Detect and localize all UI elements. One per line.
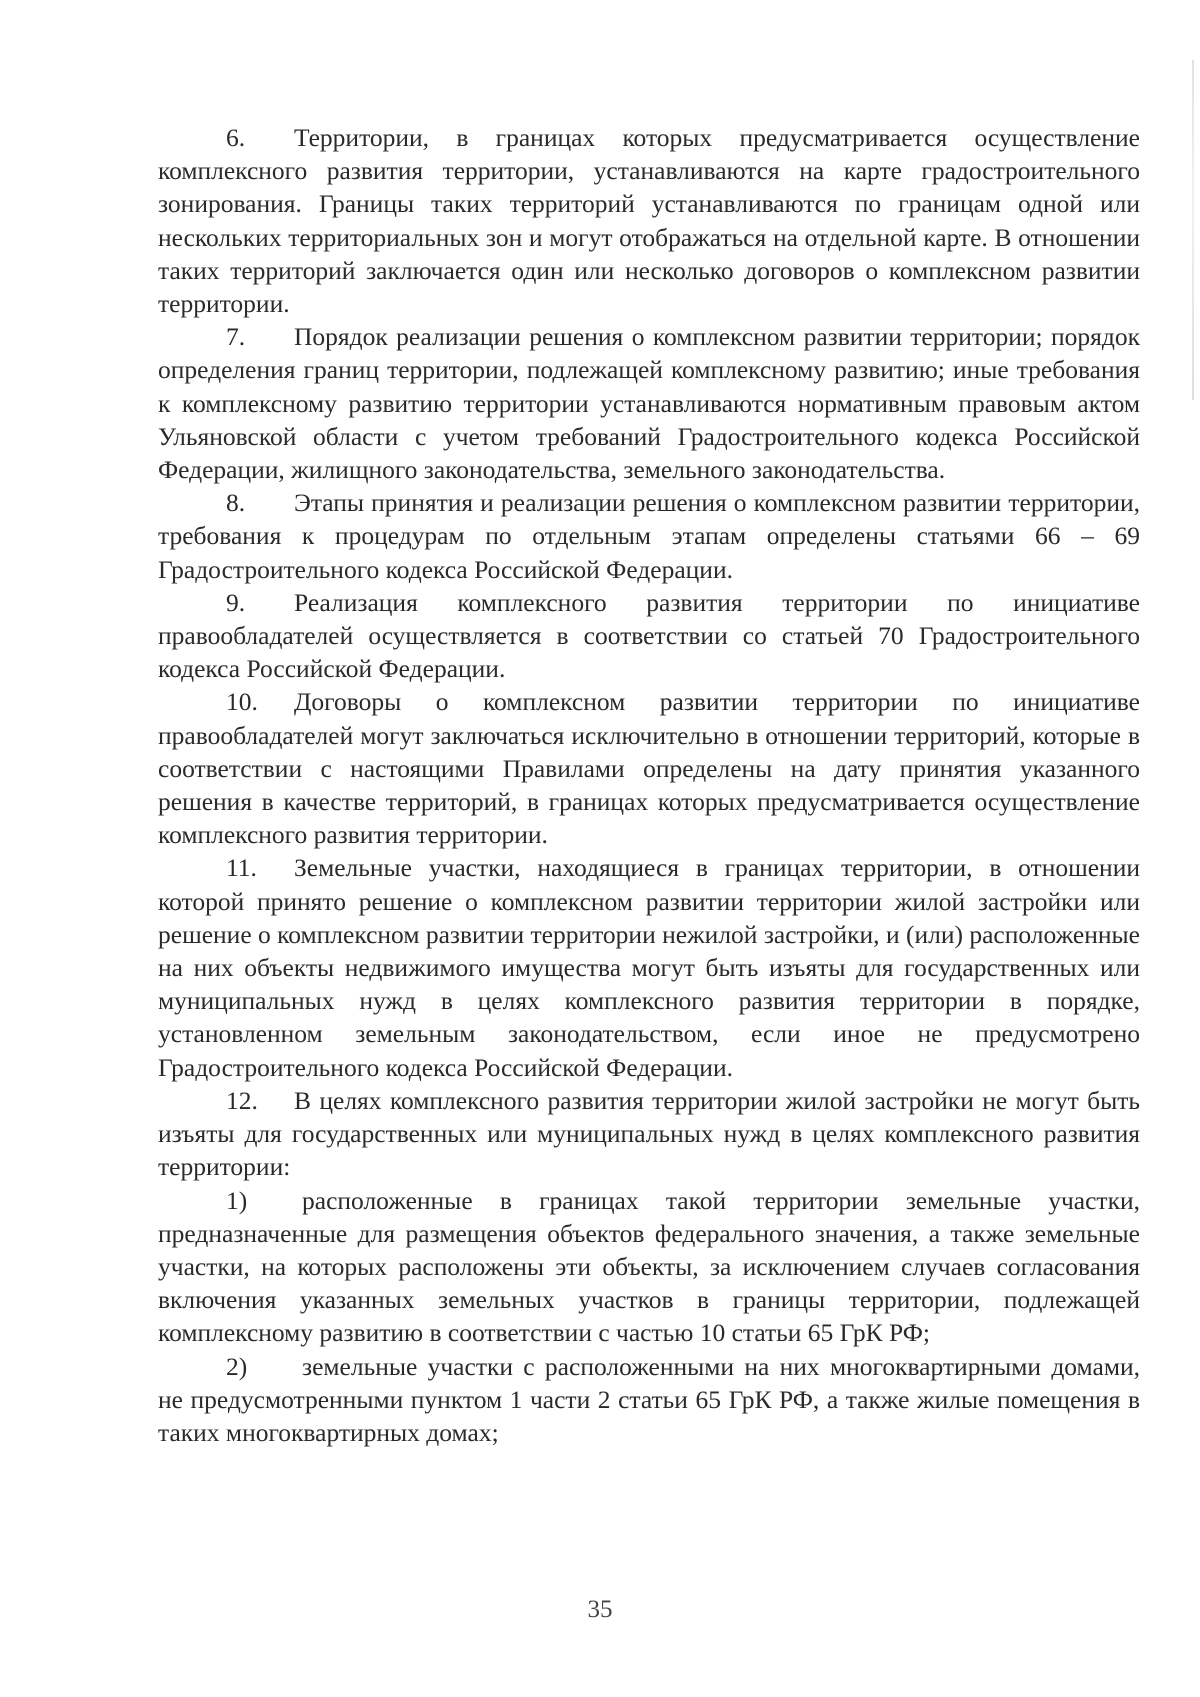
subitem-number: 1) bbox=[226, 1185, 248, 1215]
paragraph-12 bbox=[158, 1084, 1140, 1184]
paragraph-number: 6. bbox=[226, 123, 246, 152]
paragraph-10 bbox=[158, 685, 1140, 851]
paragraph-number: 8. bbox=[226, 488, 246, 518]
subitem-text: расположенные в границах такой территории земельные участки, предназначенные для размещения объектов федерального значения, а также земельные участки, на которых расположены эти объекты, за исключением случаев согласования включения указанных земельных участков в границы территории, подлежащей комплексному развитию в соответствии с частью 10 статьи 65 ГрК РФ; bbox=[158, 1185, 1140, 1348]
subitem-1 bbox=[158, 1184, 1140, 1350]
paragraph-number: 10. bbox=[226, 687, 258, 717]
paragraph-number: 7. bbox=[226, 322, 246, 352]
paragraph-11 bbox=[158, 851, 1140, 1083]
paragraph-number: 12. bbox=[226, 1085, 258, 1115]
paragraph-6 bbox=[158, 121, 1140, 320]
page-number: 35 bbox=[587, 1596, 613, 1623]
paragraph-number: 11. bbox=[226, 853, 257, 883]
document-body bbox=[158, 121, 1140, 1449]
paragraph-8 bbox=[158, 486, 1140, 586]
paragraph-text: Реализация комплексного развития территории по инициативе правообладателей осуществляется в соответствии со статьей 70 Градостроительного кодекса Российской Федерации. bbox=[158, 587, 1140, 684]
paragraph-number: 9. bbox=[226, 587, 246, 617]
paragraph-text: Этапы принятия и реализации решения о комплексном развитии территории, требования к процедурам по отдельным этапам определены статьями 66 – 69 Градостроительного кодекса Российской Федерации. bbox=[158, 488, 1140, 584]
paragraph-text: Земельные участки, находящиеся в границах территории, в отношении которой принято решение о комплексном развитии территории жилой застройки или решение о комплексном развитии территории нежилой застройки, и (или) расположенные на них объекты недвижимого имущества могут быть изъяты для государственных или муниципальных нужд в целях комплексного развития территории в порядке, установленном земельным законодательством, если иное не предусмотрено Градостроительного кодекса Российской Федерации. bbox=[158, 853, 1140, 1082]
subitem-text: земельные участки с расположенными на них многоквартирными домами, не предусмотренными пунктом 1 части 2 статьи 65 ГрК РФ, а также жилые помещения в таких многоквартирных домах; bbox=[158, 1351, 1140, 1447]
subitem-2 bbox=[158, 1350, 1140, 1450]
scan-edge-artifact bbox=[1192, 60, 1194, 400]
subitem-number: 2) bbox=[226, 1351, 248, 1381]
paragraph-9 bbox=[158, 586, 1140, 686]
paragraph-text: Порядок реализации решения о комплексном развитии территории; порядок определения границ территории, подлежащей комплексному развитию; иные требования к комплексному развитию территории устанавливаются нормативным правовым актом Ульяновской области с учетом требований Градостроительного кодекса Российской Федерации, жилищного законодательства, земельного законодательства. bbox=[158, 322, 1140, 485]
paragraph-text: Договоры о комплексном развитии территории по инициативе правообладателей могут заключаться исключительно в отношении территорий, которые в соответствии с настоящими Правилами определены на дату принятия указанного решения в качестве территорий, в границах которых предусматривается осуществление комплексного развития территории. bbox=[158, 687, 1140, 850]
paragraph-text: В целях комплексного развития территории жилой застройки не могут быть изъяты для государственных или муниципальных нужд в целях комплексного развития территории: bbox=[158, 1085, 1140, 1182]
paragraph-7 bbox=[158, 320, 1140, 486]
paragraph-text: Территории, в границах которых предусматривается осуществление комплексного развития территории, устанавливаются на карте градостроительного зонирования. Границы таких территорий устанавливаются по границам одной или нескольких территориальных зон и могут отображаться на отдельной карте. В отношении таких территорий заключается один или несколько договоров о комплексном развитии территории. bbox=[158, 123, 1140, 319]
